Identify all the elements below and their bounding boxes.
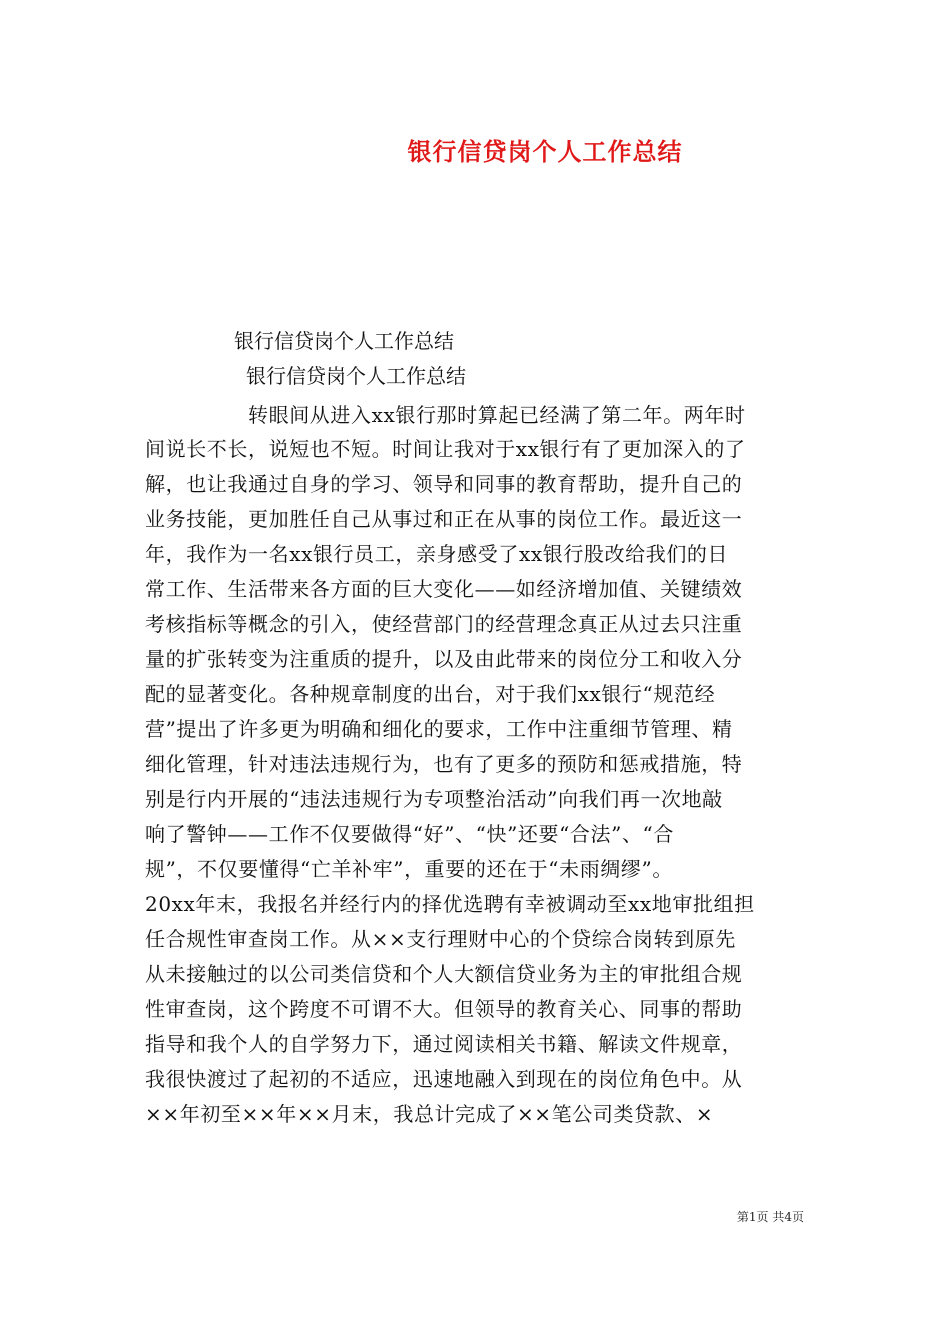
paragraph-line: 营”提出了许多更为明确和细化的要求，工作中注重细节管理、精 <box>145 717 733 741</box>
paragraph-line: 解，也让我通过自身的学习、领导和同事的教育帮助，提升自己的 <box>145 472 743 496</box>
document-subtitle-repeat: 银行信贷岗个人工作总结 <box>246 364 466 388</box>
paragraph-line: 年，我作为一名xx银行员工，亲身感受了xx银行股改给我们的日 <box>145 542 729 566</box>
paragraph-line: 量的扩张转变为注重质的提升，以及由此带来的岗位分工和收入分 <box>145 647 743 671</box>
paragraph-line: 从未接触过的以公司类信贷和个人大额信贷业务为主的审批组合规 <box>145 962 743 986</box>
document-subtitle: 银行信贷岗个人工作总结 <box>234 329 454 353</box>
paragraph-line: 常工作、生活带来各方面的巨大变化——如经济增加值、关键绩效 <box>145 577 743 601</box>
paragraph-line: ××年初至××年××月末，我总计完成了××笔公司类贷款、× <box>145 1102 714 1126</box>
paragraph-line: 转眼间从进入xx银行那时算起已经满了第二年。两年时 <box>248 403 746 427</box>
paragraph-line: 别是行内开展的“违法违规行为专项整治活动”向我们再一次地敲 <box>145 787 723 811</box>
paragraph-line: 我很快渡过了起初的不适应，迅速地融入到现在的岗位角色中。从 <box>145 1067 743 1091</box>
paragraph-line: 考核指标等概念的引入，使经营部门的经营理念真正从过去只注重 <box>145 612 743 636</box>
paragraph-line: 配的显著变化。各种规章制度的出台，对于我们xx银行“规范经 <box>145 682 716 706</box>
paragraph-line: 20xx年末，我报名并经行内的择优选聘有幸被调动至xx地审批组担 <box>145 892 755 916</box>
paragraph-line: 间说长不长，说短也不短。时间让我对于xx银行有了更加深入的了 <box>145 437 746 461</box>
paragraph-line: 规”，不仅要懂得“亡羊补牢”，重要的还在于“未雨绸缪”。 <box>145 857 673 881</box>
paragraph-line: 细化管理，针对违法违规行为，也有了更多的预防和惩戒措施，特 <box>145 752 743 776</box>
paragraph-line: 指导和我个人的自学努力下，通过阅读相关书籍、解读文件规章， <box>145 1032 743 1056</box>
paragraph-line: 响了警钟——工作不仅要做得“好”、“快”还要“合法”、“合 <box>145 822 674 846</box>
page-number: 第1页 共4页 <box>736 1210 804 1224</box>
paragraph-line: 性审查岗，这个跨度不可谓不大。但领导的教育关心、同事的帮助 <box>145 997 743 1021</box>
document-title: 银行信贷岗个人工作总结 <box>407 137 683 166</box>
paragraph-line: 业务技能，更加胜任自己从事过和正在从事的岗位工作。最近这一 <box>145 507 743 531</box>
paragraph-line: 任合规性审查岗工作。从××支行理财中心的个贷综合岗转到原先 <box>145 927 736 951</box>
